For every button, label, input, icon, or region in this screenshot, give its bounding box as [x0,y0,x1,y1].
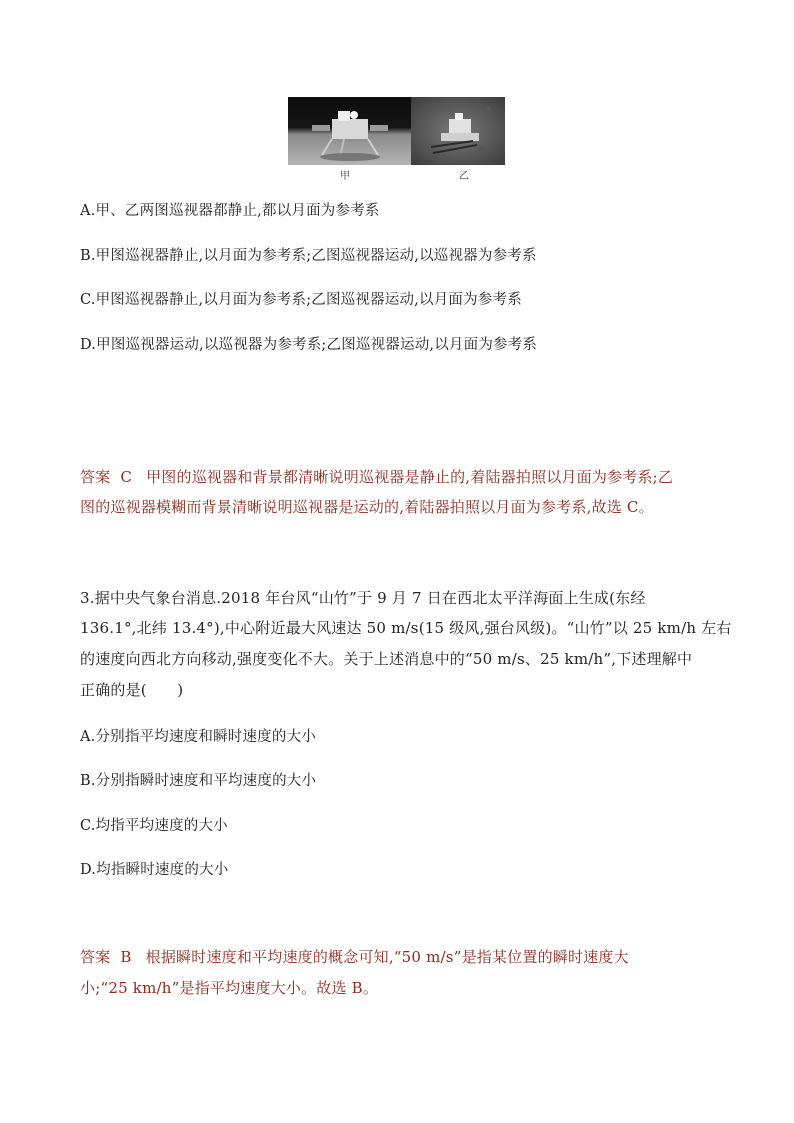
photo-jia [288,97,411,165]
q3-stem-line-1: 3.据中央气象台消息.2018 年台风“山竹”于 9 月 7 日在西北太平洋海面上生成(东经 [80,589,646,607]
q3-option-c: C.均指平均速度的大小 [80,818,228,834]
q3-answer-label: 答案 [80,948,111,966]
q3-stem-line-4: 正确的是( ) [80,681,184,699]
q3-answer-line-2: 小;“25 km/h”是指平均速度大小。故选 B。 [80,979,379,997]
q3-stem-line-3: 的速度向西北方向移动,强度变化不大。关于上述消息中的“50 m/s、25 km/h”,下述理解中 [80,650,693,668]
caption-jia: 甲 [340,171,350,182]
q2-option-b: B.甲图巡视器静止,以月面为参考系;乙图巡视器运动,以巡视器为参考系 [80,248,537,264]
q3-option-a: A.分别指平均速度和瞬时速度的大小 [80,729,316,745]
q3-answer-choice: B [120,948,132,966]
q3-answer-line-1 [80,946,629,967]
q2-option-c: C.甲图巡视器静止,以月面为参考系;乙图巡视器运动,以月面为参考系 [80,292,522,308]
q2-answer-line-1 [80,466,673,487]
caption-yi: 乙 [459,171,469,182]
q3-option-b: B.分别指瞬时速度和平均速度的大小 [80,773,317,789]
q3-option-d: D.均指瞬时速度的大小 [80,862,229,878]
photo-yi [411,97,505,165]
q2-answer-choice: C [120,468,133,486]
q2-answer-text-1: 甲图的巡视器和背景都清晰说明巡视器是静止的,着陆器拍照以月面为参考系;乙 [146,468,674,486]
q2-option-a: A.甲、乙两图巡视器都静止,都以月面为参考系 [80,203,380,219]
q2-answer-label: 答案 [80,468,111,486]
q2-answer-line-2: 图的巡视器模糊而背景清晰说明巡视器是运动的,着陆器拍照以月面为参考系,故选 C。 [80,498,654,516]
q2-option-d: D.甲图巡视器运动,以巡视器为参考系;乙图巡视器运动,以月面为参考系 [80,337,538,353]
q3-answer-text-1: 根据瞬时速度和平均速度的概念可知,“50 m/s”是指某位置的瞬时速度大 [145,948,629,966]
q3-stem-line-2: 136.1°,北纬 13.4°),中心附近最大风速达 50 m/s(15 级风,强台风级)。“山竹”以 25 km/h 左右 [80,619,732,637]
lunar-rover-figure [288,97,505,165]
